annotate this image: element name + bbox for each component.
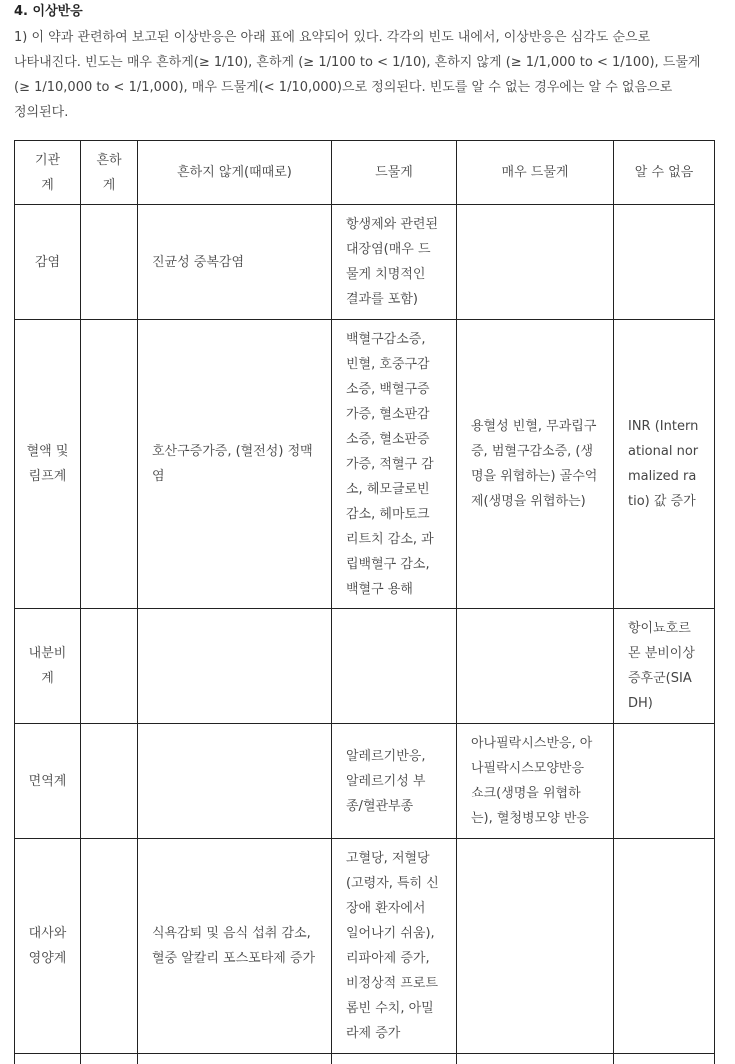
uncommon-cell: 식욕감퇴 및 음식 섭취 감소, 혈중 알칼리 포스포타제 증가 bbox=[138, 839, 332, 1054]
common-cell bbox=[81, 724, 138, 839]
common-cell bbox=[81, 1054, 138, 1064]
uncommon-cell bbox=[138, 1054, 332, 1064]
intro-paragraph: 1) 이 약과 관련하여 보고된 이상반응은 아래 표에 요약되어 있다. 각각의 빈도 내에서, 이상반응은 심각도 순으로 나타내진다. 빈도는 매우 흔하게(≥ 1/10), 흔하게 (≥ 1/100 to < 1/10), 흔하지 않게 (≥ 1/1,000 to < 1/100), 드물게 (≥ 1/10,000 to < 1/1,000), 매우 드물게(< 1/10,000)으로 정의된다. 빈도를 알 수 없는 경우에는 알 수 없음으로 정의된다. bbox=[14, 30, 701, 120]
header-common: 흔하게 bbox=[81, 141, 138, 205]
organ-system-cell bbox=[15, 1054, 81, 1064]
unknown-cell bbox=[614, 839, 715, 1054]
organ-system-cell: 대사와 영양계 bbox=[15, 839, 81, 1054]
rare-cell bbox=[332, 609, 457, 724]
unknown-cell: INR (International normalized ratio) 값 증가 bbox=[614, 320, 715, 609]
table-row bbox=[15, 1054, 715, 1064]
table-row bbox=[15, 205, 715, 320]
adverse-reactions-table bbox=[14, 140, 715, 1064]
table-row bbox=[15, 320, 715, 609]
uncommon-cell bbox=[138, 724, 332, 839]
common-cell bbox=[81, 839, 138, 1054]
table-header-row bbox=[15, 141, 715, 205]
uncommon-cell: 진균성 중복감염 bbox=[138, 205, 332, 320]
header-organ-system: 기관계 bbox=[15, 141, 81, 205]
uncommon-cell bbox=[138, 609, 332, 724]
unknown-cell bbox=[614, 205, 715, 320]
very-rare-cell bbox=[457, 205, 614, 320]
table-row bbox=[15, 609, 715, 724]
very-rare-cell bbox=[457, 1054, 614, 1064]
very-rare-cell: 아나필락시스반응, 아나필락시스모양반응 쇼크(생명을 위협하는), 혈청병모양 반응 bbox=[457, 724, 614, 839]
unknown-cell: 항이뇨호르몬 분비이상증후군(SIADH) bbox=[614, 609, 715, 724]
very-rare-cell bbox=[457, 609, 614, 724]
common-cell bbox=[81, 609, 138, 724]
rare-cell: 알레르기반응, 알레르기성 부종/혈관부종 bbox=[332, 724, 457, 839]
common-cell bbox=[81, 320, 138, 609]
unknown-cell bbox=[614, 1054, 715, 1064]
header-very-rare: 매우 드물게 bbox=[457, 141, 614, 205]
organ-system-cell: 감염 bbox=[15, 205, 81, 320]
very-rare-cell bbox=[457, 839, 614, 1054]
table-row bbox=[15, 724, 715, 839]
common-cell bbox=[81, 205, 138, 320]
uncommon-cell: 호산구증가증, (혈전성) 정맥염 bbox=[138, 320, 332, 609]
header-unknown: 알 수 없음 bbox=[614, 141, 715, 205]
rare-cell: 항생제와 관련된 대장염(매우 드물게 치명적인 결과를 포함) bbox=[332, 205, 457, 320]
very-rare-cell: 용혈성 빈혈, 무과립구증, 범혈구감소증, (생명을 위협하는) 골수억제(생명을 위협하는) bbox=[457, 320, 614, 609]
rare-cell bbox=[332, 1054, 457, 1064]
organ-system-cell: 혈액 및 림프계 bbox=[15, 320, 81, 609]
rare-cell: 백혈구감소증, 빈혈, 호중구감소증, 백혈구증가증, 혈소판감소증, 혈소판증가증, 적혈구 감소, 헤모글로빈 감소, 헤마토크리트치 감소, 과립백혈구 감소, 백혈구 용해 bbox=[332, 320, 457, 609]
section-title: 4. 이상반응 bbox=[14, 4, 83, 19]
header-rare: 드물게 bbox=[332, 141, 457, 205]
header-uncommon: 흔하지 않게(때때로) bbox=[138, 141, 332, 205]
organ-system-cell: 내분비계 bbox=[15, 609, 81, 724]
table-row bbox=[15, 839, 715, 1054]
unknown-cell bbox=[614, 724, 715, 839]
rare-cell: 고혈당, 저혈당(고령자, 특히 신장애 환자에서 일어나기 쉬움), 리파아제 증가, 비정상적 프로트롬빈 수치, 아밀라제 증가 bbox=[332, 839, 457, 1054]
organ-system-cell: 면역계 bbox=[15, 724, 81, 839]
